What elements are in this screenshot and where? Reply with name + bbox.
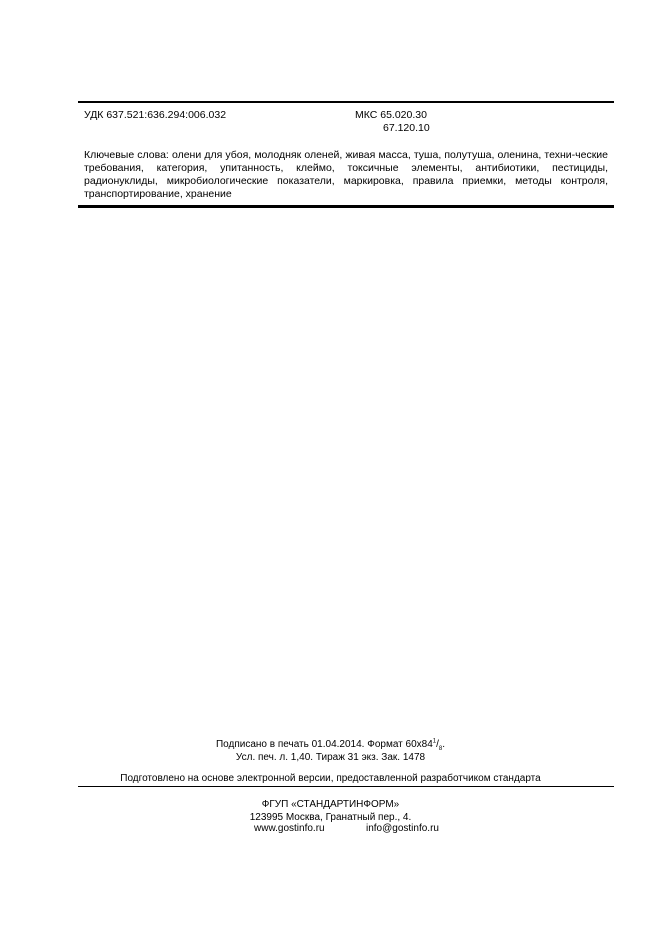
bottom-rule xyxy=(78,205,614,208)
publisher-website[interactable]: www.gostinfo.ru xyxy=(254,823,325,834)
format-denominator: 8 xyxy=(438,746,443,752)
format-numerator: 1 xyxy=(432,738,437,745)
publisher-name: ФГУП «СТАНДАРТИНФОРМ» xyxy=(261,799,400,810)
udk-code: УДК 637.521:636.294:006.032 xyxy=(84,109,227,121)
prepared-note: Подготовлено на основе электронной версии, предоставленной разработчиком стандарта xyxy=(120,773,541,784)
publisher-email[interactable]: info@gostinfo.ru xyxy=(366,823,439,834)
print-signed-line: Подписано в печать 01.04.2014. Формат $60x84^1/_8$. xyxy=(215,738,446,752)
print-info-line: Усл. печ. л. 1,40. Тираж 31 экз. Зак. 1478 xyxy=(235,752,426,763)
format-suffix: . xyxy=(442,739,446,750)
mks-code-1: МКС 65.020.30 xyxy=(355,109,427,121)
publisher-rule xyxy=(78,786,614,787)
mks-code-2: 67.120.10 xyxy=(383,122,430,134)
signed-text: Подписано в печать 01.04.2014. Формат 60x84 xyxy=(215,739,433,750)
publisher-address: 123995 Москва, Гранатный пер., 4. xyxy=(249,812,412,823)
top-rule xyxy=(78,101,614,103)
keywords-paragraph: Ключевые слова: олени для убоя, молодняк оленей, живая масса, туша, полутуша, оленина, техни-ческие требования, категория, упитанность, клеймо, токсичные элементы, антибиотики, пестициды, радионуклиды, микробиологические показатели, маркировка, правила приемки, методы контроля, транспортирование, хранение xyxy=(84,149,608,200)
